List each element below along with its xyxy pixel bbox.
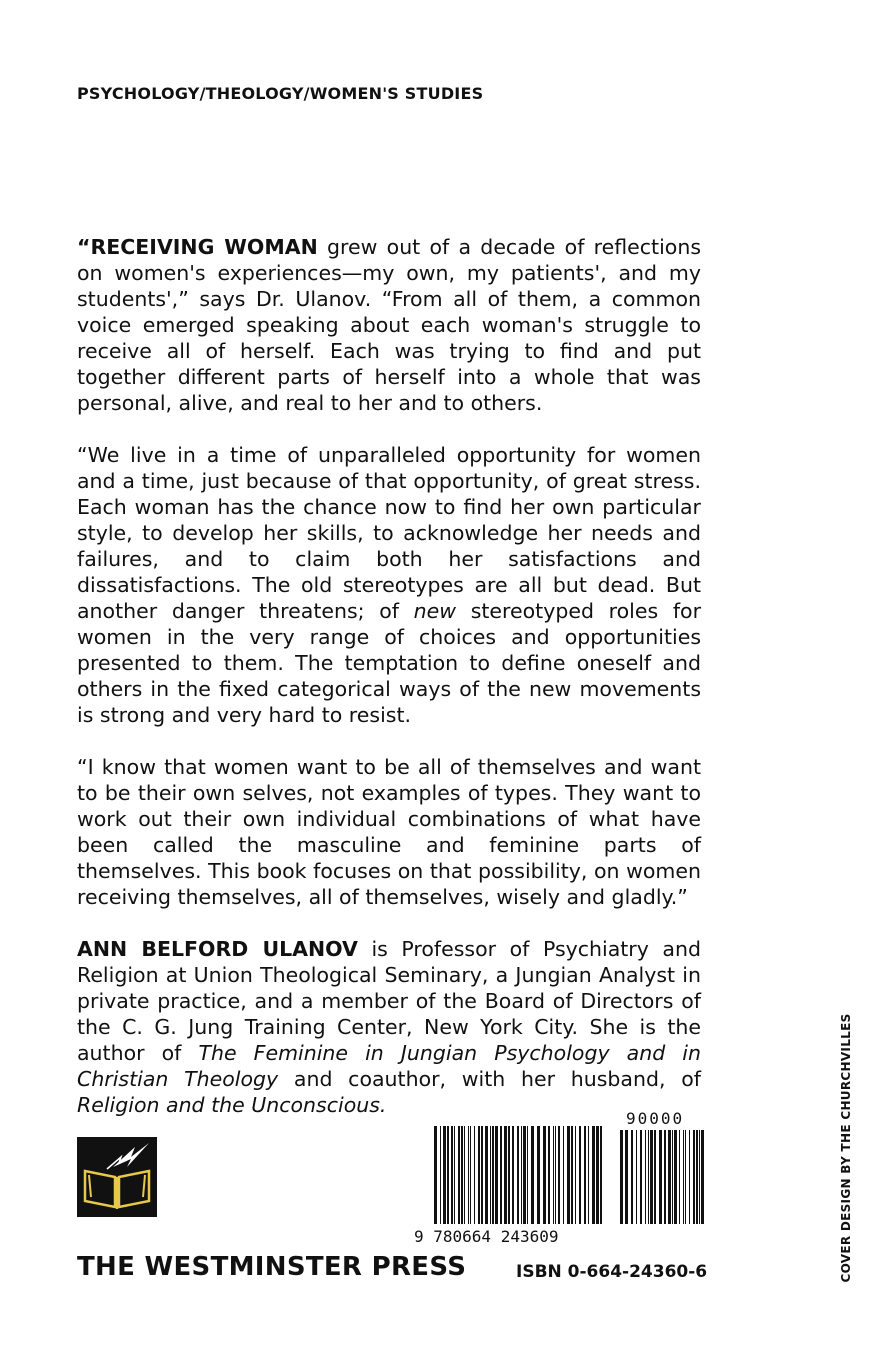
barcode-bar	[478, 1126, 480, 1224]
barcode-bar	[517, 1126, 519, 1224]
barcode-bar	[461, 1126, 463, 1224]
barcode-bar	[512, 1126, 514, 1224]
barcode-bar	[659, 1130, 662, 1224]
barcode-bar	[685, 1130, 686, 1224]
barcode-bar	[631, 1130, 633, 1224]
barcode-bar	[672, 1130, 673, 1224]
barcode-bar	[592, 1126, 595, 1224]
barcode-bar	[650, 1130, 653, 1224]
barcode-bar	[625, 1130, 628, 1224]
back-cover-text	[77, 234, 701, 1144]
paragraph-text: grew out of a decade of reflections on women's experiences—my own, my patients', and my students',” says Dr. Ulanov. “From all of them, a common voice emerged speaking about each woman's struggle to receive all of herself. Each was trying to find and put together different parts of herself into a whole that was personal, alive, and real to her and to others.	[77, 235, 702, 415]
barcode-bar	[474, 1126, 475, 1224]
barcode-bar	[458, 1126, 460, 1224]
barcode-bar	[481, 1126, 483, 1224]
barcode-bar	[648, 1130, 649, 1224]
author-name: ANN BELFORD ULANOV	[77, 937, 358, 961]
barcode-bar	[537, 1126, 540, 1224]
barcode-bar	[504, 1126, 507, 1224]
barcode-bar	[674, 1130, 677, 1224]
barcode-bar	[555, 1126, 556, 1224]
barcode-bar	[636, 1130, 637, 1224]
barcode-bar	[567, 1126, 570, 1224]
barcode-bar	[701, 1130, 704, 1224]
paragraph-selves	[77, 754, 701, 910]
barcode-bars	[434, 1126, 602, 1224]
barcode-bar	[508, 1126, 510, 1224]
barcode-bar	[492, 1126, 494, 1224]
publisher-logo	[77, 1137, 157, 1217]
barcode-bar	[654, 1130, 656, 1224]
barcode-bar	[548, 1126, 550, 1224]
isbn-number: ISBN 0-664-24360-6	[516, 1262, 708, 1282]
paragraph-text: is Professor of Psychiatry and Religion at Union Theological Seminary, a Jungian Analyst in private practice, and a member of the Board of Directors of the C. G. Jung Training Center, New York City. She is the author of	[77, 937, 701, 1065]
barcode-bar	[447, 1126, 449, 1224]
barcode-bar	[683, 1130, 684, 1224]
paragraph-opportunity	[77, 442, 701, 728]
italic-word: new	[413, 599, 457, 623]
barcode-bar	[579, 1126, 581, 1224]
barcode-bar	[464, 1126, 465, 1224]
barcode-bar	[451, 1126, 453, 1224]
barcode-bar	[679, 1130, 680, 1224]
barcode-bar	[620, 1130, 623, 1224]
barcode-bar	[645, 1130, 646, 1224]
book-title-italic: The Feminine in Jungian Psychology and in Christian Theology	[77, 1041, 701, 1091]
barcode-bar	[558, 1126, 560, 1224]
cover-design-credit: COVER DESIGN BY THE CHURCHVILLES	[839, 1013, 853, 1283]
barcode-bar	[699, 1130, 700, 1224]
barcode-bar	[521, 1126, 522, 1224]
paragraph-author-bio	[77, 936, 701, 1118]
book-title-italic: Religion and the Unconscious.	[77, 1093, 387, 1117]
barcode-bar	[454, 1126, 455, 1224]
barcode-bar	[668, 1130, 671, 1224]
barcode-bar	[563, 1126, 564, 1224]
barcode-bar	[584, 1126, 586, 1224]
paragraph-intro	[77, 234, 701, 416]
paragraph-text: stereotyped roles for women in the very range of choices and opportunities presented to them. The temptation to define oneself and others in the fixed categorical ways of the new movements is strong and very hard to resist.	[77, 599, 702, 727]
barcode-addon-bars	[620, 1130, 704, 1224]
barcode-bar	[575, 1126, 576, 1224]
barcode-bar	[527, 1126, 528, 1224]
barcode-bar	[664, 1130, 666, 1224]
barcode-bar	[468, 1126, 469, 1224]
barcode-bar	[693, 1130, 695, 1224]
book-title-bold: “RECEIVING WOMAN	[77, 235, 318, 259]
open-book-lightning-icon	[77, 1137, 157, 1217]
paragraph-text: “We live in a time of unparalleled opportunity for women and a time, just because of that opportunity, of great stress. Each woman has the chance now to find her own particular style, to develop her skills, to acknowledge her needs and failures, and to claim both her satisfactions and dissatisfactions. The old stereotypes are all but dead. But another danger threatens; of	[77, 443, 701, 623]
barcode-bar	[571, 1126, 573, 1224]
barcode-bar	[495, 1126, 498, 1224]
barcode-bar	[523, 1126, 526, 1224]
barcode-bar	[600, 1126, 602, 1224]
barcode-bar	[543, 1126, 546, 1224]
barcode-bar	[596, 1126, 599, 1224]
barcode-bar	[485, 1126, 488, 1224]
isbn-barcode	[412, 1106, 710, 1246]
barcode-bar	[500, 1126, 502, 1224]
paragraph-text: and coauthor, with her husband, of	[278, 1067, 701, 1091]
barcode-bar	[588, 1126, 589, 1224]
barcode-addon-digits: 90000	[626, 1109, 685, 1128]
barcode-bar	[640, 1130, 642, 1224]
barcode-bar	[689, 1130, 690, 1224]
category-heading: PSYCHOLOGY/THEOLOGY/WOMEN'S STUDIES	[77, 84, 484, 103]
publisher-name: THE WESTMINSTER PRESS	[77, 1252, 467, 1282]
barcode-bar	[531, 1126, 534, 1224]
barcode-bar	[440, 1126, 441, 1224]
paragraph-text: “I know that women want to be all of themselves and want to be their own selves, not examples of types. They want to work out their own individual combinations of what have been called the masculine and feminine parts of themselves. This book focuses on that possibility, on women receiving themselves, all of themselves, wisely and gladly.”	[77, 755, 701, 909]
barcode-bar	[553, 1126, 554, 1224]
barcode-bar	[490, 1126, 491, 1224]
barcode-bar	[696, 1130, 698, 1224]
barcode-bar	[443, 1126, 446, 1224]
barcode-digits: 9 780664 243609	[414, 1227, 559, 1246]
barcode-bar	[434, 1126, 437, 1224]
barcode-bar	[470, 1126, 471, 1224]
